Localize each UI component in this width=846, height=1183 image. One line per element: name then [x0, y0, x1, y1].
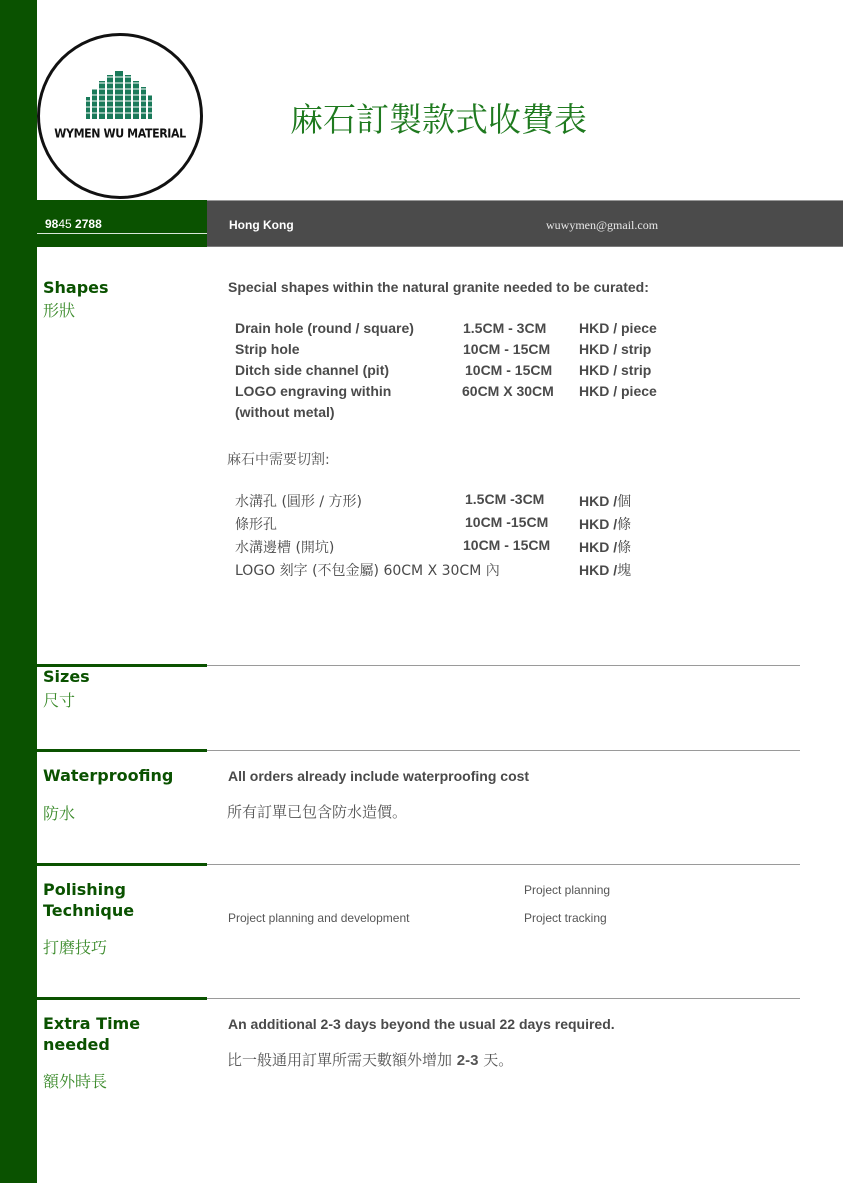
polishing-text-right-2: Project tracking [524, 911, 607, 925]
polishing-heading-line1: Polishing [43, 880, 126, 899]
logo-text: WYMEN WU MATERIAL [54, 126, 186, 141]
section-divider [37, 664, 800, 667]
sizes-heading-zh: 尺寸 [43, 691, 76, 710]
company-logo [37, 33, 203, 199]
waterproofing-heading: Waterproofing [43, 766, 174, 785]
shapes-intro-en: Special shapes within the natural granite needed to be curated: [228, 279, 649, 295]
contact-bar [207, 200, 843, 247]
phone-number: 9845 2788 [45, 217, 102, 231]
polishing-text-main: Project planning and development [228, 911, 410, 925]
extra-time-heading-line2: needed [43, 1035, 110, 1054]
shapes-heading: Shapes [43, 278, 109, 297]
section-divider [37, 749, 800, 752]
waterproofing-heading-zh: 防水 [43, 804, 76, 823]
shapes-heading-zh: 形狀 [43, 301, 76, 320]
extra-time-text-en: An additional 2-3 days beyond the usual 22 days required. [228, 1016, 615, 1032]
city-label: Hong Kong [229, 218, 294, 232]
building-icon [85, 71, 155, 119]
shapes-intro-zh: 麻石中需要切割: [227, 452, 330, 468]
section-divider [37, 863, 800, 866]
extra-time-heading-line1: Extra Time [43, 1014, 141, 1033]
document-title: 麻石訂製款式收費表 [290, 100, 587, 139]
waterproofing-text-zh: 所有訂單已包含防水造價。 [227, 803, 408, 821]
extra-time-heading-zh: 額外時長 [43, 1072, 108, 1091]
polishing-heading-line2: Technique [43, 901, 135, 920]
polishing-text-right-1: Project planning [524, 883, 611, 897]
polishing-heading-zh: 打磨技巧 [43, 938, 108, 957]
waterproofing-text-en: All orders already include waterproofing cost [228, 768, 530, 784]
email-link[interactable]: wuwymen@gmail.com [546, 218, 659, 232]
sizes-heading: Sizes [43, 667, 90, 686]
phone-bar [37, 200, 207, 247]
section-divider [37, 997, 800, 1000]
phone-underline [37, 233, 207, 234]
left-accent-bar [0, 0, 37, 1183]
extra-time-text-zh: 比一般通用訂單所需天數額外增加 2-3 天。 [227, 1051, 514, 1069]
